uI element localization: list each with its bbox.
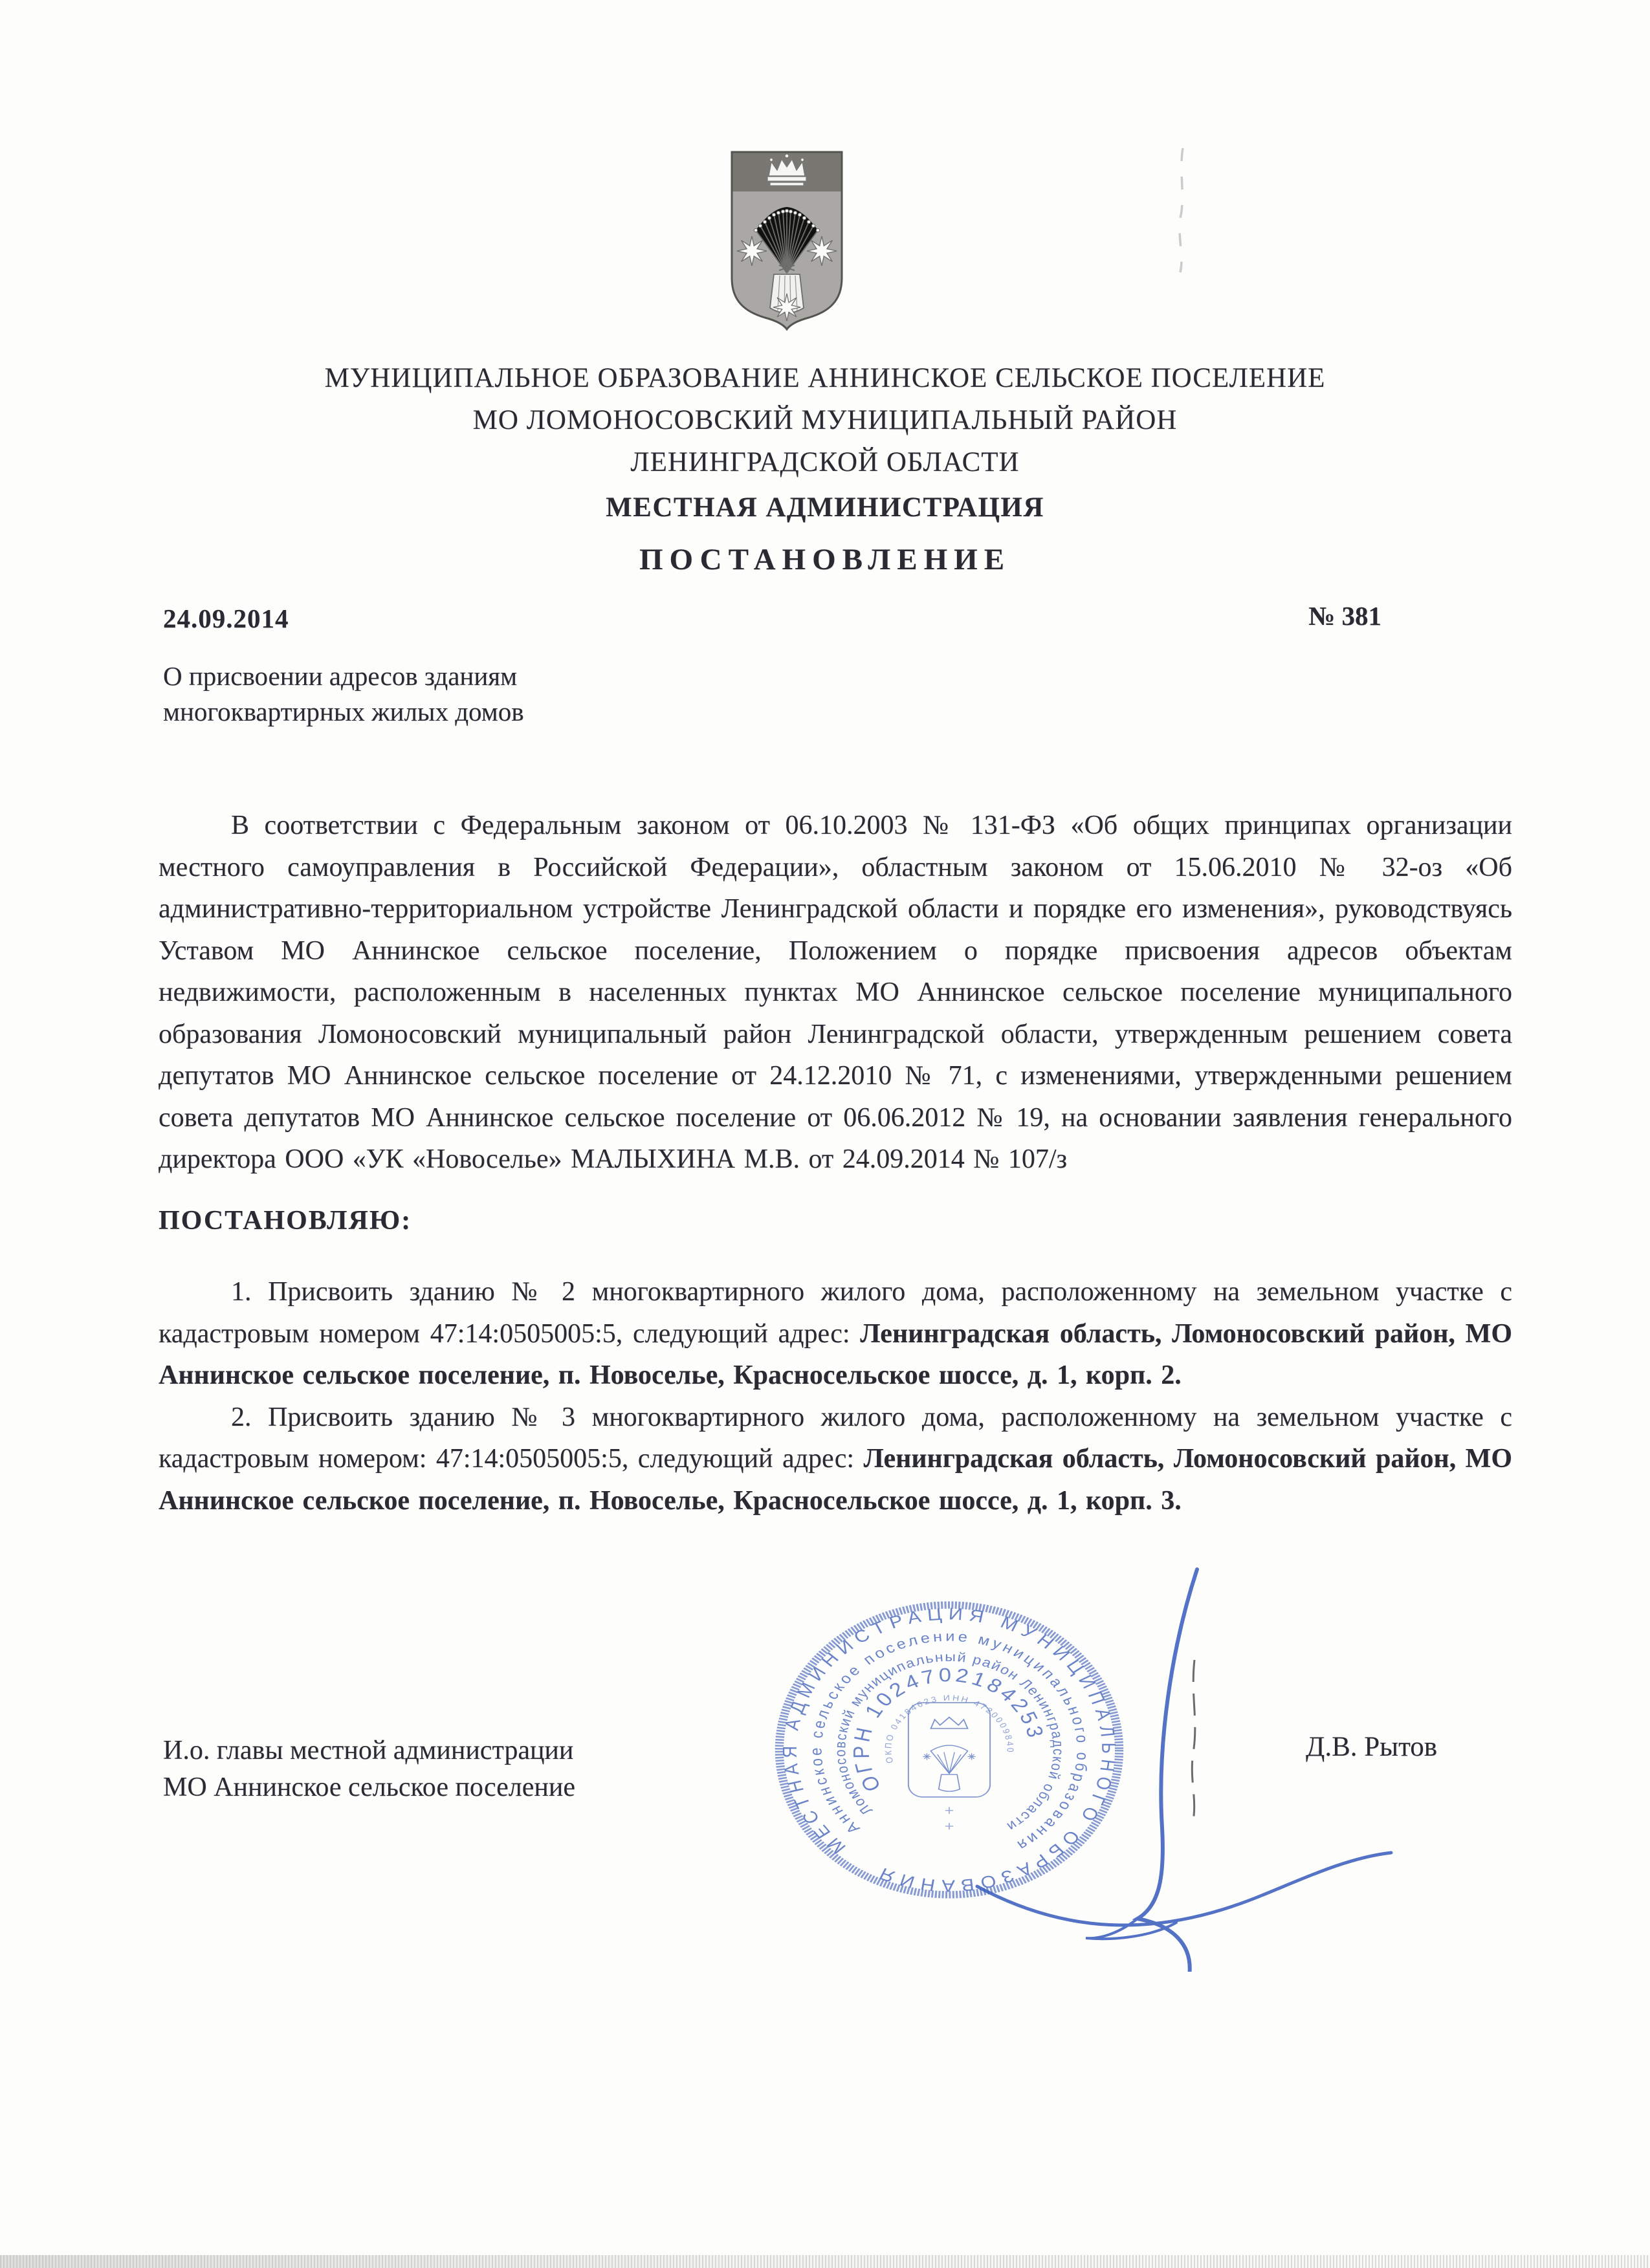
preamble-paragraph: В соответствии с Федеральным законом от 06.10.2003 № 131-ФЗ «Об общих принципах организации местного самоуправления в Российской Федерации», областным законом от 15.06.2010 № 32-оз «Об административно-территориальном устройстве Ленинградской области и порядке его изменения», руководствуясь Уставом МО Аннинское сельское поселение, Положением о порядке присвоения адресов объектам недвижимости, расположенным в населенных пунктах МО Аннинское сельское поселение муниципального образования Ломоносовский муниципальный район Ленинградской области, утвержденным решением совета депутатов МО Аннинское сельское поселение от 24.12.2010 № 71, с изменениями, утвержденными решением совета депутатов МО Аннинское сельское поселение от 06.06.2012 № 19, на основании заявления генерального директора ООО «УК «Новоселье» МАЛЫХИНА М.В. от 24.09.2014 № 107/з [159,811,1512,1174]
stamp-ring-1-text: МЕСТНАЯ АДМИНИСТРАЦИЯ МУНИЦИПАЛЬНОГО ОБРАЗОВАНИЯ [778,1604,1120,1895]
scan-artifact-top-right [1172,146,1194,275]
signatory-position [163,1732,575,1806]
document-number: № 381 [1308,601,1381,631]
stamp-ring-2-text: Аннинское сельское поселение муниципального образования [808,1629,1092,1855]
document-type-title: ПОСТАНОВЛЕНИЕ [639,543,1011,576]
document-body [159,805,1512,1521]
scan-edge-band [0,2255,1650,2268]
signatory-position-line-2: МО Аннинское сельское поселение [163,1772,575,1802]
letterhead-line-3: ЛЕНИНГРАДСКОЙ ОБЛАСТИ [630,447,1020,477]
document-date: 24.09.2014 [163,604,289,633]
item-1-text: 1. Присвоить зданию № 2 многоквартирного жилого дома, расположенному на земельном участке с кадастровым номером 47:14:0505005:5, следующий адрес: [159,1277,1512,1349]
resolution-item-2 [159,1397,1512,1522]
signatory-position-line-1: И.о. главы местной администрации [163,1736,574,1765]
resolution-item-1 [159,1271,1512,1397]
org-name: МЕСТНАЯ АДМИНИСТРАЦИЯ [606,492,1044,523]
item-2-text: 2. Присвоить зданию № 3 многоквартирного жилого дома, расположенному на земельном участке с кадастровым номером: 47:14:0505005:5, следующий адрес: [159,1402,1512,1474]
letterhead [0,357,1650,483]
signatory-name: Д.В. Рытов [1306,1732,1438,1762]
item-1-address: Ленинградская область, Ломоносовский район, МО Аннинское сельское поселение, п. Новоселье, Красносельское шоссе, д. 1, корп. 2. [159,1318,1512,1390]
star-left [737,236,767,266]
star-bottom [773,294,800,321]
stamp-ring-3-text: Ломоносовский муниципальный район Ленинградской области [831,1649,1068,1835]
stamp-okpo-inn-text: ОКПО 04184623 ИНН 4720009840 [883,1693,1016,1764]
item-2-address: Ленинградская область, Ломоносовский район, МО Аннинское сельское поселение, п. Новоселье, Красносельское шоссе, д. 1, корп. 3. [159,1444,1512,1516]
stamp-ogrn-text: ОГРН 1024702184253 [848,1664,1050,1795]
letterhead-line-2: МО ЛОМОНОСОВСКИЙ МУНИЦИПАЛЬНЫЙ РАЙОН [472,405,1178,435]
resolution-heading: ПОСТАНОВЛЯЮ: [159,1205,412,1236]
letterhead-line-1: МУНИЦИПАЛЬНОЕ ОБРАЗОВАНИЕ АННИНСКОЕ СЕЛЬСКОЕ ПОСЕЛЕНИЕ [324,363,1326,393]
document-subject: О присвоении адресов зданиям многоквартирных жилых домов [163,661,524,726]
star-right [807,236,837,266]
scan-artifact-mid-right [1188,1656,1205,1824]
coat-of-arms [730,150,844,333]
